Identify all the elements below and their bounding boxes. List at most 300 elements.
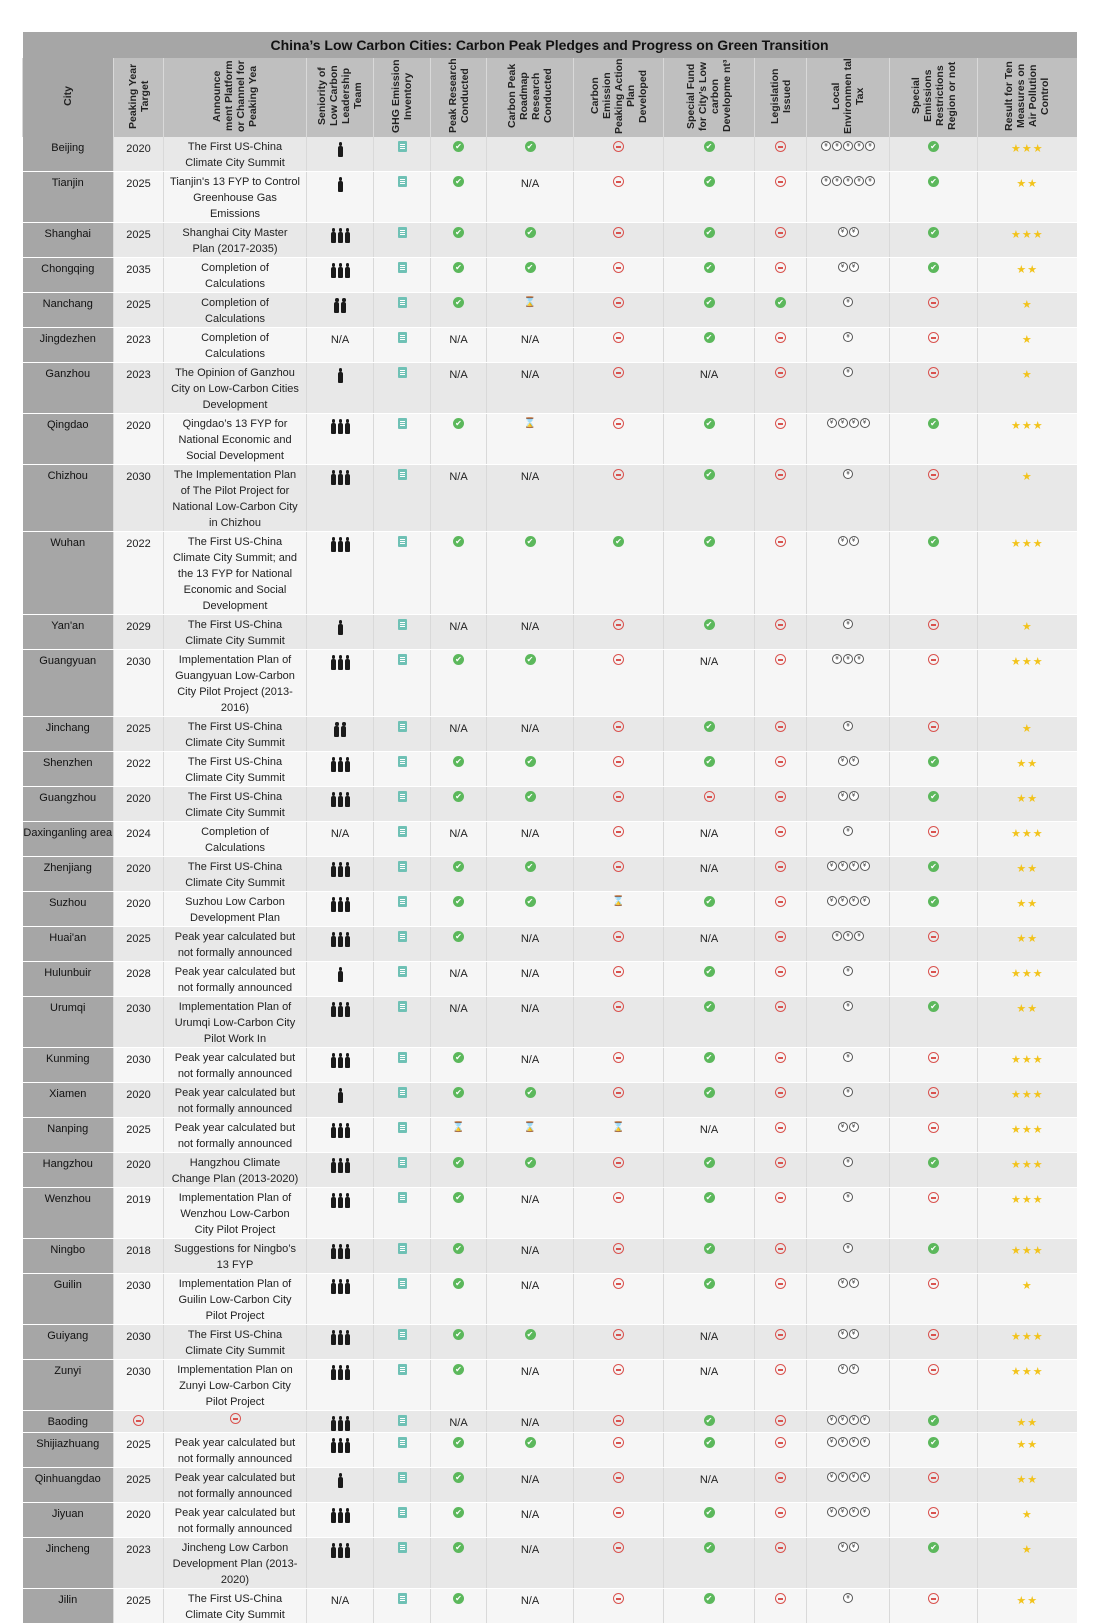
leadership-people xyxy=(330,1053,351,1069)
no-entry-icon xyxy=(613,1542,624,1553)
emission-restrictions-cell xyxy=(890,1188,978,1239)
na-text: 2030 xyxy=(126,471,151,483)
coin-icon: ¥ xyxy=(843,1192,853,1202)
leadership-people xyxy=(337,177,344,193)
coin-icon: ¥ xyxy=(843,1157,853,1167)
coin-icon: ¥ xyxy=(865,141,875,151)
na-text: 2025 xyxy=(126,1439,151,1451)
star-icon: ★ xyxy=(1016,264,1028,276)
document-icon xyxy=(398,1087,407,1098)
announcement-cell xyxy=(164,1239,307,1274)
na-text: N/A xyxy=(520,723,540,735)
ten-measures-cell xyxy=(978,1118,1077,1153)
city-cell: Ganzhou xyxy=(23,363,114,414)
ghg-inventory-cell xyxy=(374,1325,431,1360)
leadership-cell xyxy=(307,172,374,223)
coin-icon: ¥ xyxy=(838,1542,848,1552)
peaking-year-cell xyxy=(114,717,164,752)
emission-restrictions-cell xyxy=(890,328,978,363)
ten-measures-cell xyxy=(978,1433,1077,1468)
coin-icon: ¥ xyxy=(838,1415,848,1425)
city-cell: Chongqing xyxy=(23,258,114,293)
leadership-cell xyxy=(307,1411,374,1433)
special-fund-cell xyxy=(664,822,755,857)
peak-research-cell xyxy=(431,363,487,414)
na-text: N/A xyxy=(699,863,719,875)
person-icon xyxy=(330,1158,336,1173)
ten-measures-cell xyxy=(978,1239,1077,1274)
coin-icon: ¥ xyxy=(849,1415,859,1425)
peak-research-cell xyxy=(431,1360,487,1411)
check-circle-icon: ✔ xyxy=(704,141,715,152)
no-entry-icon xyxy=(775,1364,786,1375)
roadmap-cell xyxy=(487,1589,574,1624)
person-icon xyxy=(344,1279,350,1294)
special-fund-cell xyxy=(664,1538,755,1589)
leadership-people xyxy=(330,655,351,671)
peaking-year-cell xyxy=(114,1274,164,1325)
leadership-cell xyxy=(307,258,374,293)
na-text: Implementation Plan of Guangyuan Low-Carbon City Pilot Project (2013-2016) xyxy=(175,654,295,714)
no-entry-icon xyxy=(613,1278,624,1289)
na-text: N/A xyxy=(699,1331,719,1343)
ten-measures-cell xyxy=(978,752,1077,787)
na-text: Qingdao’s 13 FYP for National Economic and Social Development xyxy=(178,418,292,462)
table-row xyxy=(23,615,1077,650)
person-icon xyxy=(330,1002,336,1017)
star-icon: ★ xyxy=(1021,1544,1033,1556)
legislation-cell xyxy=(755,414,807,465)
ghg-inventory-cell xyxy=(374,1048,431,1083)
coin-icon: ¥ xyxy=(843,367,853,377)
star-icon: ★ xyxy=(1032,143,1044,155)
person-icon xyxy=(337,1158,343,1173)
leadership-cell xyxy=(307,752,374,787)
ghg-inventory-cell xyxy=(374,857,431,892)
star-icon: ★ xyxy=(1027,863,1039,875)
peaking-year-cell xyxy=(114,892,164,927)
leadership-people xyxy=(330,1244,351,1260)
na-text: The First US-China Climate City Summit xyxy=(185,756,285,784)
check-circle-icon: ✔ xyxy=(928,418,939,429)
na-text: 2020 xyxy=(126,1509,151,1521)
roadmap-cell xyxy=(487,650,574,717)
table-row xyxy=(23,1118,1077,1153)
city-cell: Zhenjiang xyxy=(23,857,114,892)
special-fund-cell xyxy=(664,465,755,532)
ten-measures-cell xyxy=(978,1468,1077,1503)
star-icon: ★ xyxy=(1027,1474,1039,1486)
coin-icon: ¥ xyxy=(849,1329,859,1339)
city-cell: Jinchang xyxy=(23,717,114,752)
person-icon xyxy=(337,1416,343,1431)
no-entry-icon xyxy=(613,262,624,273)
person-icon xyxy=(337,537,343,552)
document-icon xyxy=(398,1052,407,1063)
no-entry-icon xyxy=(613,1243,624,1254)
check-circle-icon: ✔ xyxy=(453,418,464,429)
emission-restrictions-cell xyxy=(890,1325,978,1360)
ten-measures-cell xyxy=(978,1503,1077,1538)
leadership-people xyxy=(330,1416,351,1432)
leadership-cell xyxy=(307,857,374,892)
city-cell: Shanghai xyxy=(23,223,114,258)
city-cell: Kunming xyxy=(23,1048,114,1083)
special-fund-cell xyxy=(664,1274,755,1325)
person-icon xyxy=(330,1543,336,1558)
hourglass-icon: ⌛ xyxy=(612,1122,625,1133)
peak-research-cell xyxy=(431,1538,487,1589)
col-header-peak-research: Peak Research Conducted xyxy=(431,58,487,137)
check-circle-icon: ✔ xyxy=(453,297,464,308)
na-text: Implementation Plan of Urumqi Low-Carbon City Pilot Work In xyxy=(174,1001,296,1045)
star-icon: ★ xyxy=(1032,229,1044,241)
announcement-cell xyxy=(164,822,307,857)
action-plan-cell xyxy=(574,1503,664,1538)
no-entry-icon xyxy=(928,826,939,837)
table-row xyxy=(23,1411,1077,1433)
city-cell: Xiamen xyxy=(23,1083,114,1118)
rating-stars xyxy=(1016,1595,1038,1607)
leadership-cell xyxy=(307,1468,374,1503)
emission-restrictions-cell xyxy=(890,1048,978,1083)
rating-stars xyxy=(1011,1159,1044,1171)
peak-research-cell xyxy=(431,1118,487,1153)
person-icon xyxy=(337,177,343,192)
person-icon xyxy=(330,1193,336,1208)
no-entry-icon xyxy=(775,619,786,630)
rating-stars xyxy=(1016,898,1038,910)
announcement-cell xyxy=(164,1325,307,1360)
special-fund-cell xyxy=(664,927,755,962)
rating-stars xyxy=(1011,1054,1044,1066)
legislation-cell xyxy=(755,1433,807,1468)
table-row xyxy=(23,258,1077,293)
star-icon: ★ xyxy=(1010,656,1022,668)
na-text: N/A xyxy=(520,828,540,840)
table-row xyxy=(23,927,1077,962)
env-tax-cell xyxy=(807,258,890,293)
star-icon: ★ xyxy=(1016,178,1028,190)
coin-icon: ¥ xyxy=(838,418,848,428)
coin-icon: ¥ xyxy=(827,1437,837,1447)
no-entry-icon xyxy=(928,1052,939,1063)
leadership-cell xyxy=(307,137,374,172)
announcement-cell xyxy=(164,615,307,650)
peaking-year-cell xyxy=(114,650,164,717)
check-circle-icon: ✔ xyxy=(453,1192,464,1203)
check-circle-icon: ✔ xyxy=(704,896,715,907)
person-icon xyxy=(330,1330,336,1345)
action-plan-cell xyxy=(574,328,664,363)
star-icon: ★ xyxy=(1027,793,1039,805)
na-text: 2028 xyxy=(126,968,151,980)
announcement-cell xyxy=(164,328,307,363)
roadmap-cell xyxy=(487,1538,574,1589)
legislation-cell xyxy=(755,1360,807,1411)
leadership-people xyxy=(330,757,351,773)
na-text: N/A xyxy=(699,933,719,945)
peak-research-cell xyxy=(431,1433,487,1468)
peaking-year-cell xyxy=(114,1503,164,1538)
no-entry-icon xyxy=(613,791,624,802)
action-plan-cell xyxy=(574,962,664,997)
table-row xyxy=(23,328,1077,363)
table-row xyxy=(23,650,1077,717)
coin-icon: ¥ xyxy=(860,1415,870,1425)
no-entry-icon xyxy=(928,1192,939,1203)
person-icon xyxy=(337,757,343,772)
announcement-cell xyxy=(164,1433,307,1468)
announcement-cell xyxy=(164,465,307,532)
na-text: The Opinion of Ganzhou City on Low-Carbon Cities Development xyxy=(171,367,299,411)
na-text: Completion of Calculations xyxy=(201,826,269,854)
action-plan-cell xyxy=(574,1239,664,1274)
peaking-year-cell xyxy=(114,1325,164,1360)
ten-measures-cell xyxy=(978,465,1077,532)
coin-icon: ¥ xyxy=(821,176,831,186)
check-circle-icon: ✔ xyxy=(453,262,464,273)
person-icon xyxy=(344,932,350,947)
coin-icon: ¥ xyxy=(843,469,853,479)
emission-restrictions-cell xyxy=(890,997,978,1048)
leadership-people xyxy=(330,470,351,486)
announcement-cell xyxy=(164,1048,307,1083)
na-text: The First US-China Climate City Summit xyxy=(185,791,285,819)
na-text: N/A xyxy=(449,471,468,483)
check-circle-icon: ✔ xyxy=(525,896,536,907)
legislation-cell xyxy=(755,962,807,997)
person-icon xyxy=(337,1244,343,1259)
env-tax-cell xyxy=(807,1468,890,1503)
person-icon xyxy=(337,470,343,485)
star-icon: ★ xyxy=(1027,933,1039,945)
person-icon xyxy=(344,537,350,552)
coin-icon: ¥ xyxy=(860,896,870,906)
peaking-year-cell xyxy=(114,1538,164,1589)
person-icon xyxy=(330,419,336,434)
leadership-people xyxy=(337,967,344,983)
action-plan-cell xyxy=(574,615,664,650)
na-text: Tianjin's 13 FYP to Control Greenhouse Gas Emissions xyxy=(170,176,300,220)
emission-restrictions-cell xyxy=(890,1503,978,1538)
ten-measures-cell xyxy=(978,1589,1077,1624)
coin-icon: ¥ xyxy=(849,227,859,237)
legislation-cell xyxy=(755,465,807,532)
check-circle-icon: ✔ xyxy=(453,1052,464,1063)
emission-restrictions-cell xyxy=(890,927,978,962)
peak-research-cell xyxy=(431,465,487,532)
coin-icon: ¥ xyxy=(860,861,870,871)
document-icon xyxy=(398,826,407,837)
na-text: 2025 xyxy=(126,1595,151,1607)
person-icon xyxy=(344,1416,350,1431)
env-tax-cell xyxy=(807,1589,890,1624)
check-circle-icon: ✔ xyxy=(928,791,939,802)
ten-measures-cell xyxy=(978,1048,1077,1083)
leadership-people xyxy=(330,1193,351,1209)
na-text: The First US-China Climate City Summit xyxy=(185,1329,285,1357)
city-cell: Qinhuangdao xyxy=(23,1468,114,1503)
star-icon: ★ xyxy=(1027,758,1039,770)
na-text: 2019 xyxy=(126,1194,151,1206)
emission-restrictions-cell xyxy=(890,172,978,223)
coin-icon: ¥ xyxy=(832,654,842,664)
hourglass-icon: ⌛ xyxy=(523,297,537,308)
ghg-inventory-cell xyxy=(374,363,431,414)
peaking-year-cell xyxy=(114,1360,164,1411)
ten-measures-cell xyxy=(978,717,1077,752)
person-icon xyxy=(344,757,350,772)
leadership-people xyxy=(330,932,351,948)
na-text: N/A xyxy=(520,1544,540,1556)
city-cell: Ningbo xyxy=(23,1239,114,1274)
rating-stars xyxy=(1016,1417,1038,1429)
ghg-inventory-cell xyxy=(374,465,431,532)
person-icon xyxy=(344,655,350,670)
emission-restrictions-cell xyxy=(890,258,978,293)
coin-icon: ¥ xyxy=(843,332,853,342)
coin-icon: ¥ xyxy=(827,1415,837,1425)
peak-research-cell xyxy=(431,822,487,857)
env-tax-cell xyxy=(807,615,890,650)
na-text: N/A xyxy=(520,1366,540,1378)
city-cell: Guiyang xyxy=(23,1325,114,1360)
city-cell: Shijiazhuang xyxy=(23,1433,114,1468)
star-icon: ★ xyxy=(1021,828,1033,840)
coin-icon: ¥ xyxy=(849,756,859,766)
roadmap-cell xyxy=(487,1118,574,1153)
peak-research-cell xyxy=(431,172,487,223)
env-tax-cell xyxy=(807,1118,890,1153)
peaking-year-cell xyxy=(114,363,164,414)
roadmap-cell xyxy=(487,414,574,465)
ghg-inventory-cell xyxy=(374,962,431,997)
document-icon xyxy=(398,332,407,343)
person-icon xyxy=(337,1123,343,1138)
na-text: 2029 xyxy=(126,621,151,633)
person-icon xyxy=(337,932,343,947)
leadership-people xyxy=(330,228,351,244)
na-text: Peak year calculated but not formally announced xyxy=(174,1052,296,1080)
city-cell: Suzhou xyxy=(23,892,114,927)
na-text: The Implementation Plan of The Pilot Project for National Low-Carbon City in Chizhou xyxy=(172,469,298,529)
rating-stars xyxy=(1011,1124,1044,1136)
document-icon xyxy=(398,1278,407,1289)
city-cell: Urumqi xyxy=(23,997,114,1048)
ten-measures-cell xyxy=(978,1360,1077,1411)
document-icon xyxy=(398,367,407,378)
check-circle-icon: ✔ xyxy=(704,1052,715,1063)
star-icon: ★ xyxy=(1010,1089,1022,1101)
check-circle-icon: ✔ xyxy=(453,176,464,187)
leadership-people xyxy=(330,1365,351,1381)
document-icon xyxy=(398,1472,407,1483)
na-text: N/A xyxy=(449,723,468,735)
coin-icon: ¥ xyxy=(843,931,853,941)
col-header-peaking-year: Peaking Year Target xyxy=(114,58,164,137)
peaking-year-cell xyxy=(114,1589,164,1624)
peaking-year-cell xyxy=(114,1048,164,1083)
ghg-inventory-cell xyxy=(374,328,431,363)
person-icon xyxy=(344,1053,350,1068)
document-icon xyxy=(398,176,407,187)
star-icon: ★ xyxy=(1021,369,1033,381)
env-tax-cell xyxy=(807,1538,890,1589)
coin-icon: ¥ xyxy=(854,654,864,664)
legislation-cell xyxy=(755,1538,807,1589)
check-circle-icon: ✔ xyxy=(453,756,464,767)
leadership-cell xyxy=(307,892,374,927)
announcement-cell xyxy=(164,717,307,752)
peaking-year-cell xyxy=(114,1118,164,1153)
peak-research-cell xyxy=(431,1274,487,1325)
na-text: 2020 xyxy=(126,143,151,155)
no-entry-icon xyxy=(928,469,939,480)
na-text: N/A xyxy=(449,369,468,381)
env-tax-cell xyxy=(807,752,890,787)
special-fund-cell xyxy=(664,172,755,223)
na-text: Peak year calculated but not formally announced xyxy=(174,1437,296,1465)
star-icon: ★ xyxy=(1016,1417,1028,1429)
emission-restrictions-cell xyxy=(890,1153,978,1188)
no-entry-icon xyxy=(775,1052,786,1063)
leadership-cell xyxy=(307,363,374,414)
roadmap-cell xyxy=(487,717,574,752)
low-carbon-cities-table xyxy=(22,32,1077,1624)
na-text: 2023 xyxy=(126,334,151,346)
action-plan-cell xyxy=(574,1118,664,1153)
env-tax-cell xyxy=(807,137,890,172)
star-icon: ★ xyxy=(1021,968,1033,980)
person-icon xyxy=(337,1365,343,1380)
col-header-ghg-inventory: GHG Emission Inventory xyxy=(374,58,431,137)
no-entry-icon xyxy=(775,367,786,378)
ghg-inventory-cell xyxy=(374,172,431,223)
env-tax-cell xyxy=(807,927,890,962)
rating-stars xyxy=(1011,1366,1044,1378)
star-icon: ★ xyxy=(1010,1331,1022,1343)
leadership-cell xyxy=(307,465,374,532)
no-entry-icon xyxy=(775,1192,786,1203)
check-circle-icon: ✔ xyxy=(704,1087,715,1098)
col-header-roadmap: Carbon Peak Roadmap Research Conducted xyxy=(487,58,574,137)
coin-icon: ¥ xyxy=(827,1507,837,1517)
ten-measures-cell xyxy=(978,1153,1077,1188)
na-text: 2030 xyxy=(126,1331,151,1343)
emission-restrictions-cell xyxy=(890,223,978,258)
special-fund-cell xyxy=(664,1468,755,1503)
star-icon: ★ xyxy=(1021,1124,1033,1136)
coin-icon: ¥ xyxy=(832,176,842,186)
coin-icon: ¥ xyxy=(843,141,853,151)
ghg-inventory-cell xyxy=(374,1589,431,1624)
check-circle-icon: ✔ xyxy=(704,469,715,480)
person-icon xyxy=(330,932,336,947)
action-plan-cell xyxy=(574,1274,664,1325)
legislation-cell xyxy=(755,223,807,258)
no-entry-icon xyxy=(613,1192,624,1203)
rating-stars xyxy=(1022,723,1033,735)
no-entry-icon xyxy=(775,141,786,152)
star-icon: ★ xyxy=(1016,758,1028,770)
special-fund-cell xyxy=(664,1360,755,1411)
rating-stars xyxy=(1011,828,1044,840)
roadmap-cell xyxy=(487,172,574,223)
na-text: Peak year calculated but not formally announced xyxy=(174,931,296,959)
no-entry-icon xyxy=(613,1593,624,1604)
hourglass-icon: ⌛ xyxy=(523,1122,537,1133)
